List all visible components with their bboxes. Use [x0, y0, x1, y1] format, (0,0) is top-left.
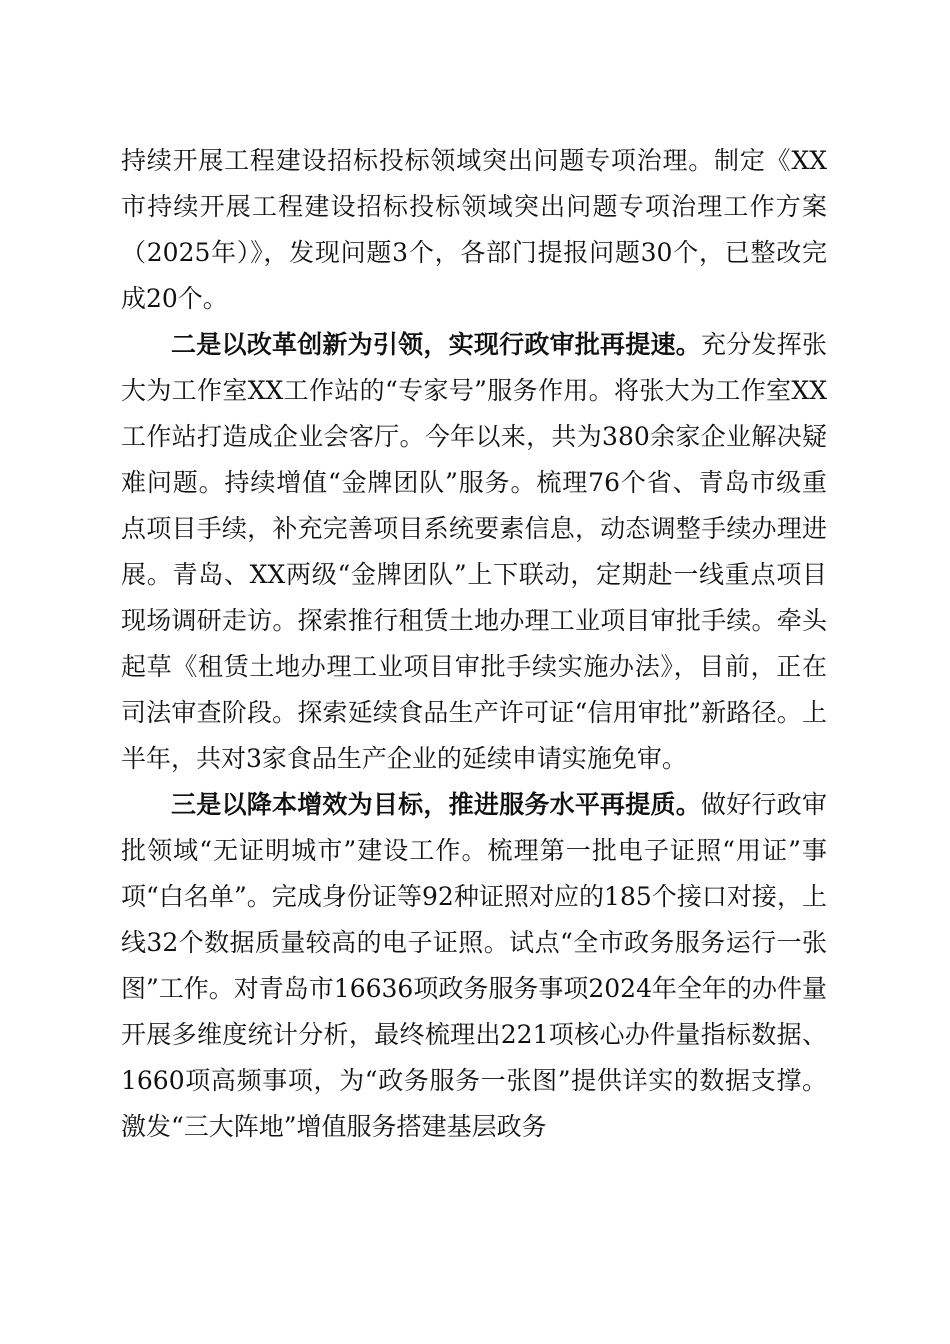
- paragraph-3-text: 做好行政审批领域“无证明城市”建设工作。梳理第一批电子证照“用证”事项“白名单”。完成身份证等92种证照对应的185个接口对接，上线32个数据质量较高的电子证照。试点“全市政务服务运行一张图”工作。对青岛市16636项政务服务事项2024年全年的办件量开展多维度统计分析，最终梳理出221项核心办件量指标数据、1660项高频事项，为“政务服务一张图”提供详实的数据支撑。激发“三大阵地”增值服务搭建基层政务: [121, 790, 827, 1141]
- document-body: [121, 138, 827, 1150]
- paragraph-2-text: 充分发挥张大为工作室XX工作站的“专家号”服务作用。将张大为工作室XX工作站打造成企业会客厅。今年以来，共为380余家企业解决疑难问题。持续增值“金牌团队”服务。梳理76个省、青岛市级重点项目手续，补充完善项目系统要素信息，动态调整手续办理进展。青岛、XX两级“金牌团队”上下联动，定期赴一线重点项目现场调研走访。探索推行租赁土地办理工业项目审批手续。牵头起草《租赁土地办理工业项目审批手续实施办法》，目前，正在司法审查阶段。探索延续食品生产许可证“信用审批”新路径。上半年，共对3家食品生产企业的延续申请实施免审。: [121, 330, 827, 773]
- paragraph-2-heading: 二是以改革创新为引领，实现行政审批再提速。: [171, 330, 702, 359]
- paragraph-1-text: 持续开展工程建设招标投标领域突出问题专项治理。制定《XX市持续开展工程建设招标投标领域突出问题专项治理工作方案（2025年）》，发现问题3个，各部门提报问题30个，已整改完成20个。: [121, 146, 827, 313]
- paragraph-continuation: [121, 138, 827, 322]
- paragraph-3-heading: 三是以降本增效为目标，推进服务水平再提质。: [171, 790, 702, 819]
- paragraph-reform-innovation: [121, 322, 827, 782]
- paragraph-cost-efficiency: [121, 782, 827, 1150]
